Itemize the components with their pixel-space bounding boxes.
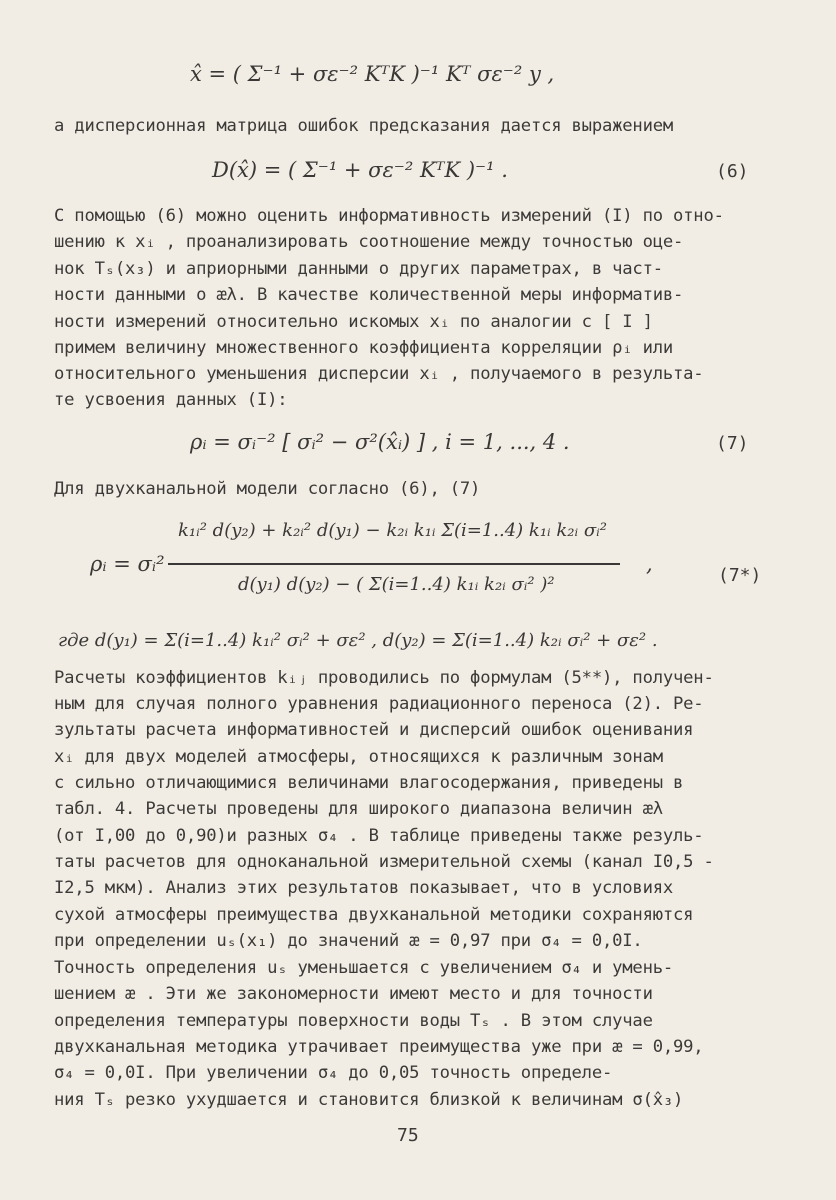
text-line: Для двухканальной модели согласно (6), (7): [54, 479, 481, 499]
text-line: при определении uₛ(x₁) до значений æ = 0,97 при σ₄ = 0,0I.: [54, 931, 643, 951]
fraction-bar: [168, 563, 620, 565]
equation-7star-denominator: d(y₁) d(y₂) − ( Σ(i=1..4) k₁ᵢ k₂ᵢ σᵢ² )²: [238, 574, 555, 595]
equation-7star-number: (7*): [718, 565, 762, 586]
equation-6: D(x̂) = ( Σ⁻¹ + σε⁻² KᵀK )⁻¹ .: [212, 158, 508, 182]
where-definitions: где d(y₁) = Σ(i=1..4) k₁ᵢ² σᵢ² + σε² , d(y₂) = Σ(i=1..4) k₂ᵢ σᵢ² + σε² .: [58, 630, 658, 651]
text-line: определения температуры поверхности воды Tₛ . В этом случае: [54, 1011, 653, 1031]
text-line: таты расчетов для одноканальной измерительной схемы (канал I0,5 -: [54, 852, 714, 872]
equation-7star-comma: ,: [646, 552, 653, 576]
text-line: ности измерений относительно искомых xᵢ по аналогии с [ I ]: [54, 312, 653, 332]
text-line: ния Tₛ резко ухудшается и становится близкой к величинам σ(x̂₃): [54, 1090, 684, 1110]
text-line: относительного уменьшения дисперсии xᵢ , получаемого в результа-: [54, 364, 704, 384]
equation-7star-lhs: ρᵢ = σᵢ²: [90, 552, 165, 576]
equation-6-number: (6): [716, 161, 749, 182]
text-line: (от I,00 до 0,90)и разных σ₄ . В таблице приведены также резуль-: [54, 826, 704, 846]
text-line: ным для случая полного уравнения радиационного переноса (2). Ре-: [54, 694, 704, 714]
text-line: примем величину множественного коэффициента корреляции ρᵢ или: [54, 338, 674, 358]
text-line: зультаты расчета информативностей и дисперсий ошибок оценивания: [54, 720, 694, 740]
text-line: с сильно отличающимися величинами влагосодержания, приведены в: [54, 773, 684, 793]
text-line: сухой атмосферы преимущества двухканальной методики сохраняются: [54, 905, 694, 925]
text-line: Расчеты коэффициентов kᵢⱼ проводились по формулам (5**), получен-: [54, 668, 714, 688]
text-line: С помощью (6) можно оценить информативность измерений (I) по отно-: [54, 206, 724, 226]
text-line: двухканальная методика утрачивает преимущества уже при æ = 0,99,: [54, 1037, 704, 1057]
text-line: те усвоения данных (I):: [54, 390, 288, 410]
text-line: σ₄ = 0,0I. При увеличении σ₄ до 0,05 точность определе-: [54, 1063, 613, 1083]
equation-7-number: (7): [716, 433, 749, 454]
page-number: 75: [397, 1125, 419, 1146]
text-line: нок Tₛ(x₃) и априорными данными о других параметрах, в част-: [54, 259, 663, 279]
text-line: I2,5 мкм). Анализ этих результатов показывает, что в условиях: [54, 878, 674, 898]
text-line: шению к xᵢ , проанализировать соотношение между точностью оце-: [54, 232, 684, 252]
equation-7: ρᵢ = σᵢ⁻² [ σᵢ² − σ²(x̂ᵢ) ] , i = 1, ..., 4 .: [190, 430, 570, 454]
text-line: xᵢ для двух моделей атмосферы, относящихся к различным зонам: [54, 747, 663, 767]
equation-x-hat: x̂ = ( Σ⁻¹ + σε⁻² KᵀK )⁻¹ Kᵀ σε⁻² y ,: [190, 62, 555, 86]
text-line: шением æ . Эти же закономерности имеют место и для точности: [54, 984, 653, 1004]
text-line: Точность определения uₛ уменьшается с увеличением σ₄ и умень-: [54, 958, 674, 978]
text-line: ности данными о æλ. В качестве количественной меры информатив-: [54, 285, 684, 305]
equation-7star-numerator: k₁ᵢ² d(y₂) + k₂ᵢ² d(y₁) − k₂ᵢ k₁ᵢ Σ(i=1..4) k₁ᵢ k₂ᵢ σᵢ²: [178, 520, 607, 541]
text-line: а дисперсионная матрица ошибок предсказания дается выражением: [54, 116, 674, 136]
text-line: табл. 4. Расчеты проведены для широкого диапазона величин æλ: [54, 799, 663, 819]
